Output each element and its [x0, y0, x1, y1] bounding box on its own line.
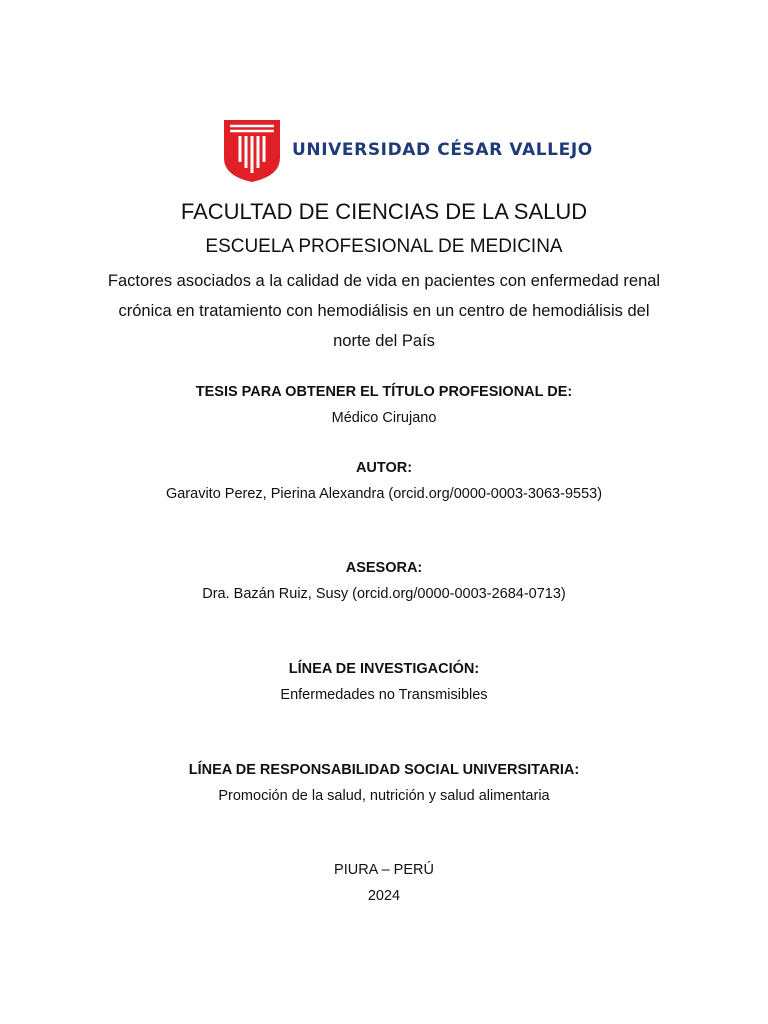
- advisor-value: Dra. Bazán Ruiz, Susy (orcid.org/0000-0003-2684-0713): [202, 586, 566, 602]
- author-value: Garavito Perez, Pierina Alexandra (orcid.org/0000-0003-3063-9553): [165, 486, 603, 502]
- year: 2024: [367, 888, 401, 904]
- place: PIURA – PERÚ: [334, 862, 434, 878]
- research-line-label: LÍNEA DE INVESTIGACIÓN:: [288, 661, 480, 677]
- thesis-title: [64, 266, 704, 356]
- school-heading: ESCUELA PROFESIONAL DE MEDICINA: [205, 236, 563, 257]
- social-responsibility-label: LÍNEA DE RESPONSABILIDAD SOCIAL UNIVERSITARIA:: [188, 762, 580, 778]
- research-line-value: Enfermedades no Transmisibles: [280, 687, 488, 703]
- social-responsibility-value: Promoción de la salud, nutrición y salud alimentaria: [218, 788, 550, 804]
- degree-value: Médico Cirujano: [331, 410, 437, 426]
- advisor-label: ASESORA:: [345, 560, 423, 576]
- degree-label: TESIS PARA OBTENER EL TÍTULO PROFESIONAL DE:: [195, 384, 573, 400]
- thesis-title-line-3: norte del País: [333, 332, 435, 350]
- ucv-shield-icon: [222, 118, 282, 184]
- university-wordmark: UNIVERSIDAD CÉSAR VALLEJO: [292, 140, 593, 160]
- faculty-heading: FACULTAD DE CIENCIAS DE LA SALUD: [180, 199, 588, 224]
- thesis-title-line-2: crónica en tratamiento con hemodiálisis en un centro de hemodiálisis del: [118, 302, 650, 320]
- university-logo: [222, 118, 593, 184]
- thesis-title-line-1: Factores asociados a la calidad de vida en pacientes con enfermedad renal: [107, 272, 661, 290]
- author-label: AUTOR:: [355, 460, 413, 476]
